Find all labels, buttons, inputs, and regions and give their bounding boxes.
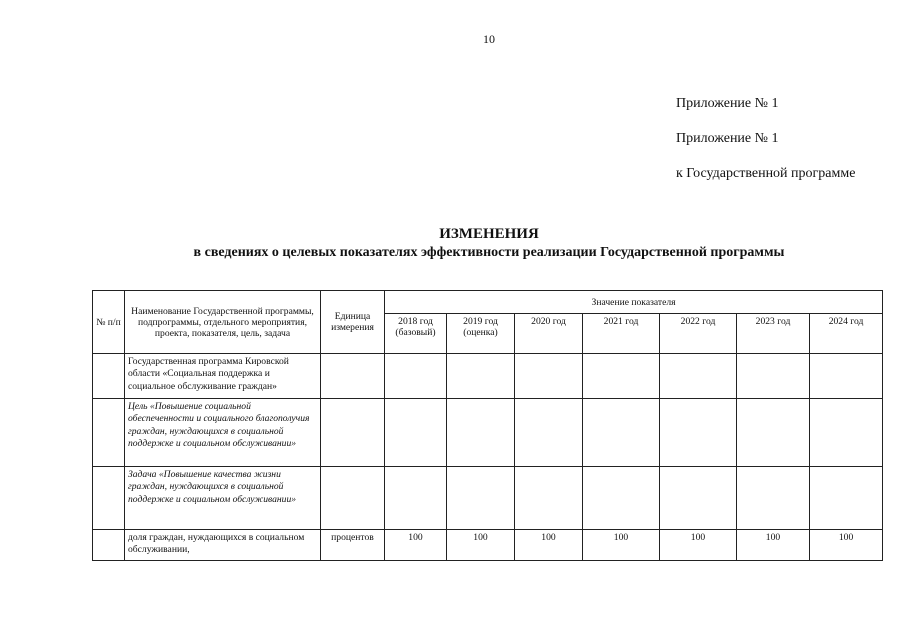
header-unit: Единица измерения bbox=[321, 291, 385, 354]
table-row bbox=[93, 530, 883, 561]
indicators-table bbox=[92, 290, 883, 561]
header-year-2022: 2022 год bbox=[660, 314, 737, 354]
document-title: ИЗМЕНЕНИЯ bbox=[439, 226, 539, 242]
row-number bbox=[93, 399, 125, 467]
value-cell: 100 bbox=[515, 530, 583, 561]
value-cell bbox=[737, 399, 810, 467]
appendix-line-1: Приложение № 1 bbox=[676, 96, 779, 111]
value-cell bbox=[810, 467, 883, 530]
row-number bbox=[93, 530, 125, 561]
row-name: Государственная программа Кировской области «Социальная поддержка и социальное обслуживание граждан» bbox=[125, 354, 321, 399]
header-year-2020: 2020 год bbox=[515, 314, 583, 354]
row-name: доля граждан, нуждающихся в социальном обслуживании, bbox=[125, 530, 321, 561]
header-year-2021: 2021 год bbox=[583, 314, 660, 354]
value-cell bbox=[583, 467, 660, 530]
value-cell bbox=[385, 354, 447, 399]
row-number bbox=[93, 354, 125, 399]
table-row bbox=[93, 467, 883, 530]
value-cell: 100 bbox=[447, 530, 515, 561]
value-cell bbox=[660, 399, 737, 467]
value-cell bbox=[660, 467, 737, 530]
page-number: 10 bbox=[483, 32, 495, 46]
value-cell bbox=[737, 467, 810, 530]
value-cell bbox=[515, 354, 583, 399]
header-value-group: Значение показателя bbox=[385, 291, 883, 314]
value-cell bbox=[810, 354, 883, 399]
row-number bbox=[93, 467, 125, 530]
appendix-line-2: Приложение № 1 bbox=[676, 131, 779, 146]
row-unit bbox=[321, 354, 385, 399]
header-year-2023: 2023 год bbox=[737, 314, 810, 354]
value-cell bbox=[447, 467, 515, 530]
value-cell bbox=[583, 399, 660, 467]
document-subtitle: в сведениях о целевых показателях эффективности реализации Государственной программы bbox=[193, 245, 785, 260]
appendix-line-3: к Государственной программе bbox=[676, 166, 856, 181]
row-unit bbox=[321, 467, 385, 530]
header-year-2019: 2019 год (оценка) bbox=[447, 314, 515, 354]
value-cell bbox=[385, 467, 447, 530]
value-cell: 100 bbox=[737, 530, 810, 561]
row-unit: процентов bbox=[321, 530, 385, 561]
header-name: Наименование Государственной программы, подпрограммы, отдельного мероприятия, проекта, показателя, цель, задача bbox=[125, 291, 321, 354]
value-cell: 100 bbox=[660, 530, 737, 561]
value-cell bbox=[737, 354, 810, 399]
value-cell bbox=[660, 354, 737, 399]
value-cell bbox=[447, 354, 515, 399]
value-cell bbox=[583, 354, 660, 399]
value-cell bbox=[515, 467, 583, 530]
table-row bbox=[93, 354, 883, 399]
value-cell: 100 bbox=[583, 530, 660, 561]
value-cell bbox=[810, 399, 883, 467]
value-cell bbox=[447, 399, 515, 467]
header-year-2018: 2018 год (базовый) bbox=[385, 314, 447, 354]
header-number: № п/п bbox=[93, 291, 125, 354]
row-unit bbox=[321, 399, 385, 467]
header-year-2024: 2024 год bbox=[810, 314, 883, 354]
table-row bbox=[93, 399, 883, 467]
row-name: Задача «Повышение качества жизни граждан, нуждающихся в социальной поддержке и социальном обслуживании» bbox=[125, 467, 321, 530]
value-cell: 100 bbox=[385, 530, 447, 561]
row-name: Цель «Повышение социальной обеспеченности и социального благополучия граждан, нуждающихся в социальной поддержке и социальном обслуживании» bbox=[125, 399, 321, 467]
value-cell bbox=[385, 399, 447, 467]
value-cell: 100 bbox=[810, 530, 883, 561]
value-cell bbox=[515, 399, 583, 467]
